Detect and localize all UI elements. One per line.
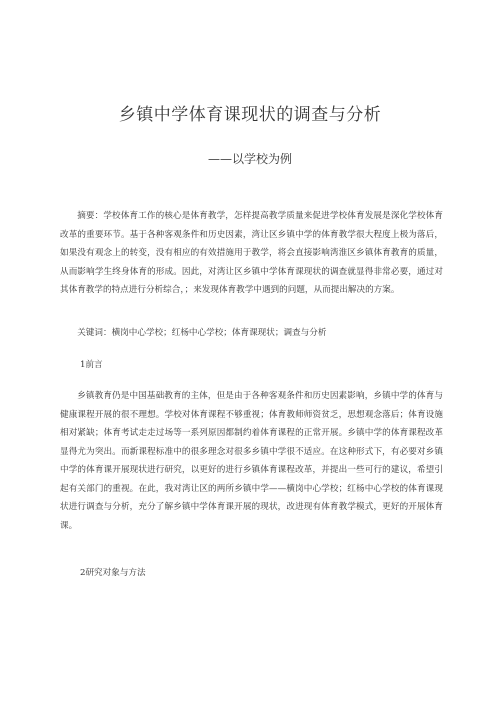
section-2-heading: 2研究对象与方法: [80, 568, 146, 578]
abstract-paragraph: 摘要：学校体育工作的核心是体育教学，怎样提高教学质量来促进学校体育发展是深化学校体育改革的重要环节。基于各种客观条件和历史因素，湾让区乡镇中学的体育教学很大程度上极为落后，如果没有观念上的转变，没有相应的有效措施用于教学，将会直接影响湾淮区乡镇体育教育的质量，从而影响学生终身体育的形成。因此，对湾让区乡镇中学体育课现状的调查就显得非常必要，通过对其体育教学的特点进行分析综合，；来发现体育教学中遇到的问题，从而提出解决的方案。: [60, 211, 443, 295]
section-1-heading: 1前言: [80, 360, 103, 370]
document-title: 乡镇中学体育课现状的调查与分析: [118, 105, 382, 125]
section-1-body: 乡镇教育仍是中国基础教育的主体，但是由于各种客观条件和历史因素影响，乡镇中学的体育与健康课程开展的很不理想。学校对体育课程不够重视；体育教师师资贫乏，思想观念落后；体育设施相对紧缺；体育考试走走过场等一系列原因都制约着体育课程的正常开展。乡镇中学的体育课程改革显得尤为突出。而新课程标准中的很多理念对很多乡镇中学很不适应。在这种形式下，有必要对乡镇中学的体育课开展现状进行研究，以更好的进行乡镇体育课程改革，并提出一些可行的建议，希望引起有关部门的重视。在此，我对湾让区的两所乡镇中学——横岗中心学校；红杨中心学校的体育课现状进行调查与分析，充分了解乡镇中学体育课开展的现状，改进现有体育教学模式，更好的开展体育课。: [60, 391, 443, 531]
keywords-paragraph: 关键词：横岗中心学校；红杨中心学校；体育课现状；调查与分析: [77, 328, 327, 338]
document-subtitle: ——以学校为例: [207, 152, 292, 166]
